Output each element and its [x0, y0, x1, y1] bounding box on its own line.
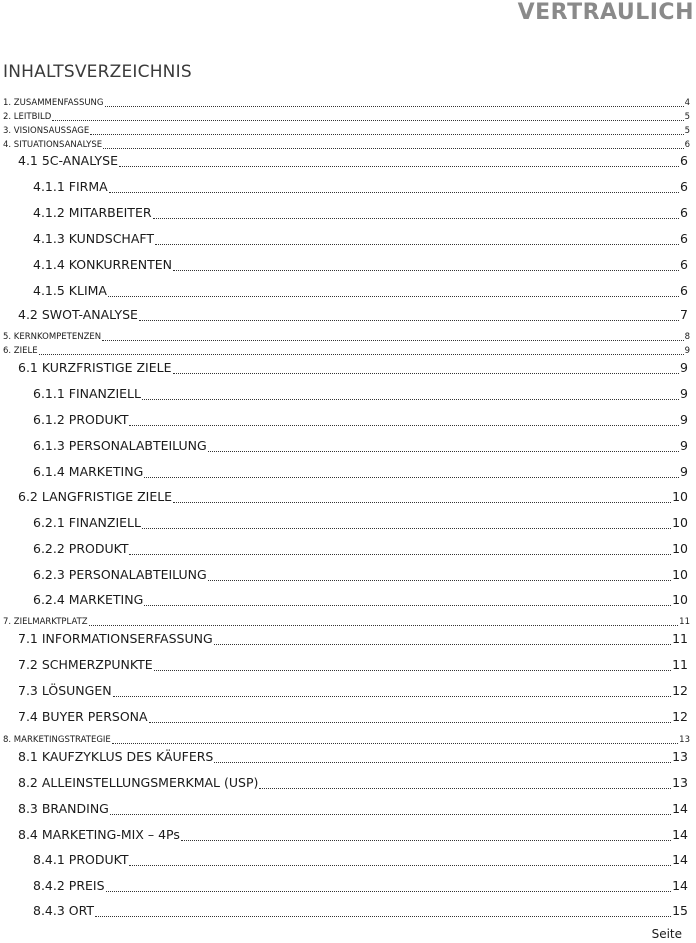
toc-entry[interactable]: [33, 540, 688, 558]
toc-entry-label: 4.1.2 MITARBEITER: [33, 205, 152, 220]
toc-entry-label: 6.1.4 MARKETING: [33, 464, 144, 479]
toc-entry[interactable]: [3, 139, 690, 151]
toc-entry-page-number: 9: [680, 464, 688, 479]
toc-entry[interactable]: [18, 488, 688, 506]
toc-entry-page-number: 14: [672, 878, 688, 893]
toc-entry[interactable]: [18, 359, 688, 377]
toc-entry-page-number: 12: [672, 709, 688, 724]
toc-entry-page-number: 5: [684, 126, 690, 136]
toc-dot-leader: [139, 320, 679, 321]
toc-entry-label: 8.4 MARKETING-MIX – 4Ps: [18, 827, 180, 842]
toc-entry-label: 8.3 BRANDING: [18, 801, 109, 816]
toc-dot-leader: [129, 425, 679, 426]
toc-entry[interactable]: [33, 566, 688, 584]
toc-entry[interactable]: [33, 385, 688, 403]
toc-entry-page-number: 12: [672, 683, 688, 698]
toc-dot-leader: [129, 554, 671, 555]
toc-entry-label: 6. ZIELE: [3, 346, 38, 356]
toc-entry[interactable]: [33, 178, 688, 196]
toc-entry-label: 4.2 SWOT-ANALYSE: [18, 307, 138, 322]
toc-entry[interactable]: [33, 230, 688, 248]
toc-dot-leader: [173, 270, 679, 271]
toc-dot-leader: [113, 696, 672, 697]
toc-entry-label: 4.1.4 KONKURRENTEN: [33, 257, 172, 272]
toc-entry-page-number: 6: [680, 179, 688, 194]
toc-entry[interactable]: [33, 437, 688, 455]
page-footer-label: Seite: [651, 927, 682, 941]
toc-entry-label: 7.3 LÖSUNGEN: [18, 683, 112, 698]
toc-entry-label: 6.2.1 FINANZIELL: [33, 515, 141, 530]
toc-dot-leader: [105, 106, 684, 107]
toc-entry-label: 4. SITUATIONSANALYSE: [3, 140, 103, 150]
toc-entry[interactable]: [33, 256, 688, 274]
toc-entry-page-number: 6: [684, 140, 690, 150]
confidential-label: VERTRAULICH: [517, 0, 694, 25]
toc-entry-label: 4.1 5C-ANALYSE: [18, 153, 118, 168]
toc-entry-page-number: 6: [680, 231, 688, 246]
toc-entry[interactable]: [33, 411, 688, 429]
toc-entry-page-number: 11: [679, 617, 690, 627]
toc-entry-page-number: 10: [672, 592, 688, 607]
toc-dot-leader: [89, 625, 679, 626]
toc-entry-label: 7. ZIELMARKTPLATZ: [3, 617, 88, 627]
toc-entry[interactable]: [18, 708, 688, 726]
toc-entry-page-number: 8: [684, 332, 690, 342]
toc-dot-leader: [181, 840, 671, 841]
toc-entry-label: 8.2 ALLEINSTELLUNGSMERKMAL (USP): [18, 775, 259, 790]
toc-dot-leader: [214, 762, 671, 763]
toc-entry[interactable]: [18, 306, 688, 324]
toc-entry-label: 7.2 SCHMERZPUNKTE: [18, 657, 153, 672]
toc-entry-page-number: 13: [679, 735, 690, 745]
toc-dot-leader: [142, 399, 679, 400]
toc-entry-page-number: 9: [680, 438, 688, 453]
toc-entry[interactable]: [3, 331, 690, 343]
toc-entry-label: 1. ZUSAMMENFASSUNG: [3, 98, 104, 108]
toc-dot-leader: [153, 218, 680, 219]
toc-entry[interactable]: [18, 630, 688, 648]
toc-dot-leader: [102, 340, 683, 341]
toc-entry-page-number: 5: [684, 112, 690, 122]
toc-entry-label: 8.4.1 PRODUKT: [33, 852, 129, 867]
toc-entry-label: 4.1.3 KUNDSCHAFT: [33, 231, 154, 246]
toc-dot-leader: [173, 502, 671, 503]
toc-entry[interactable]: [18, 826, 688, 844]
toc-entry[interactable]: [3, 616, 690, 628]
toc-entry-label: 6.1.1 FINANZIELL: [33, 386, 141, 401]
toc-entry[interactable]: [18, 682, 688, 700]
toc-entry-page-number: 10: [672, 541, 688, 556]
toc-entry-label: 3. VISIONSAUSSAGE: [3, 126, 90, 136]
toc-dot-leader: [142, 528, 671, 529]
toc-dot-leader: [144, 605, 671, 606]
toc-dot-leader: [52, 120, 683, 121]
toc-entry[interactable]: [33, 463, 688, 481]
toc-entry[interactable]: [18, 774, 688, 792]
toc-entry-page-number: 9: [684, 346, 690, 356]
toc-entry[interactable]: [33, 282, 688, 300]
toc-entry[interactable]: [3, 97, 690, 109]
toc-dot-leader: [208, 451, 679, 452]
toc-entry[interactable]: [33, 902, 688, 920]
toc-dot-leader: [144, 477, 679, 478]
toc-dot-leader: [155, 244, 679, 245]
toc-entry[interactable]: [33, 204, 688, 222]
toc-dot-leader: [90, 134, 683, 135]
toc-entry-label: 2. LEITBILD: [3, 112, 52, 122]
toc-dot-leader: [112, 743, 678, 744]
toc-entry-label: 6.2 LANGFRISTIGE ZIELE: [18, 489, 173, 504]
toc-entry-page-number: 10: [672, 515, 688, 530]
toc-entry-page-number: 13: [672, 749, 688, 764]
toc-dot-leader: [108, 296, 679, 297]
toc-dot-leader: [154, 670, 671, 671]
toc-entry-label: 8.4.3 ORT: [33, 903, 95, 918]
toc-dot-leader: [129, 865, 671, 866]
toc-entry-label: 8. MARKETINGSTRATEGIE: [3, 735, 111, 745]
toc-entry-page-number: 9: [680, 386, 688, 401]
toc-entry[interactable]: [18, 656, 688, 674]
toc-entry-page-number: 6: [680, 283, 688, 298]
toc-entry[interactable]: [18, 748, 688, 766]
toc-entry-page-number: 4: [684, 98, 690, 108]
toc-dot-leader: [214, 644, 671, 645]
toc-dot-leader: [109, 192, 679, 193]
toc-entry-label: 6.2.3 PERSONALABTEILUNG: [33, 567, 207, 582]
toc-entry-page-number: 14: [672, 827, 688, 842]
toc-entry-page-number: 15: [672, 903, 688, 918]
toc-dot-leader: [259, 788, 671, 789]
toc-entry-label: 5. KERNKOMPETENZEN: [3, 332, 102, 342]
toc-dot-leader: [208, 580, 671, 581]
toc-entry[interactable]: [33, 877, 688, 895]
toc-entry-label: 6.2.4 MARKETING: [33, 592, 144, 607]
toc-entry-label: 6.1.3 PERSONALABTEILUNG: [33, 438, 207, 453]
toc-entry-label: 7.1 INFORMATIONSERFASSUNG: [18, 631, 213, 646]
toc-entry-label: 8.4.2 PREIS: [33, 878, 105, 893]
toc-dot-leader: [95, 916, 671, 917]
toc-entry-page-number: 13: [672, 775, 688, 790]
toc-entry-label: 6.1 KURZFRISTIGE ZIELE: [18, 360, 172, 375]
toc-entry-page-number: 11: [672, 657, 688, 672]
toc-dot-leader: [39, 354, 684, 355]
toc-dot-leader: [149, 722, 672, 723]
toc-entry-page-number: 6: [680, 205, 688, 220]
toc-entry-page-number: 6: [680, 153, 688, 168]
toc-entry[interactable]: [33, 514, 688, 532]
toc-entry[interactable]: [3, 734, 690, 746]
toc-dot-leader: [103, 148, 683, 149]
toc-entry[interactable]: [18, 800, 688, 818]
toc-entry-label: 8.1 KAUFZYKLUS DES KÄUFERS: [18, 749, 214, 764]
toc-entry[interactable]: [3, 345, 690, 357]
toc-entry[interactable]: [33, 591, 688, 609]
toc-entry-page-number: 9: [680, 412, 688, 427]
toc-entry-page-number: 11: [672, 631, 688, 646]
toc-entry-label: 7.4 BUYER PERSONA: [18, 709, 148, 724]
toc-entry[interactable]: [18, 152, 688, 170]
toc-entry-page-number: 9: [680, 360, 688, 375]
toc-entry-page-number: 10: [672, 489, 688, 504]
toc-entry-page-number: 6: [680, 257, 688, 272]
toc-dot-leader: [106, 891, 672, 892]
toc-dot-leader: [119, 166, 679, 167]
toc-entry-label: 4.1.1 FIRMA: [33, 179, 108, 194]
toc-entry-label: 6.1.2 PRODUKT: [33, 412, 129, 427]
toc-entry-page-number: 10: [672, 567, 688, 582]
toc-entry-label: 4.1.5 KLIMA: [33, 283, 107, 298]
toc-title: INHALTSVERZEICHNIS: [3, 62, 192, 82]
toc-entry[interactable]: [3, 111, 690, 123]
toc-entry[interactable]: [3, 125, 690, 137]
toc-entry-label: 6.2.2 PRODUKT: [33, 541, 129, 556]
toc-entry-page-number: 14: [672, 852, 688, 867]
toc-entry[interactable]: [33, 851, 688, 869]
toc-entry-page-number: 14: [672, 801, 688, 816]
toc-entry-page-number: 7: [680, 307, 688, 322]
toc-dot-leader: [110, 814, 671, 815]
toc-dot-leader: [173, 373, 680, 374]
